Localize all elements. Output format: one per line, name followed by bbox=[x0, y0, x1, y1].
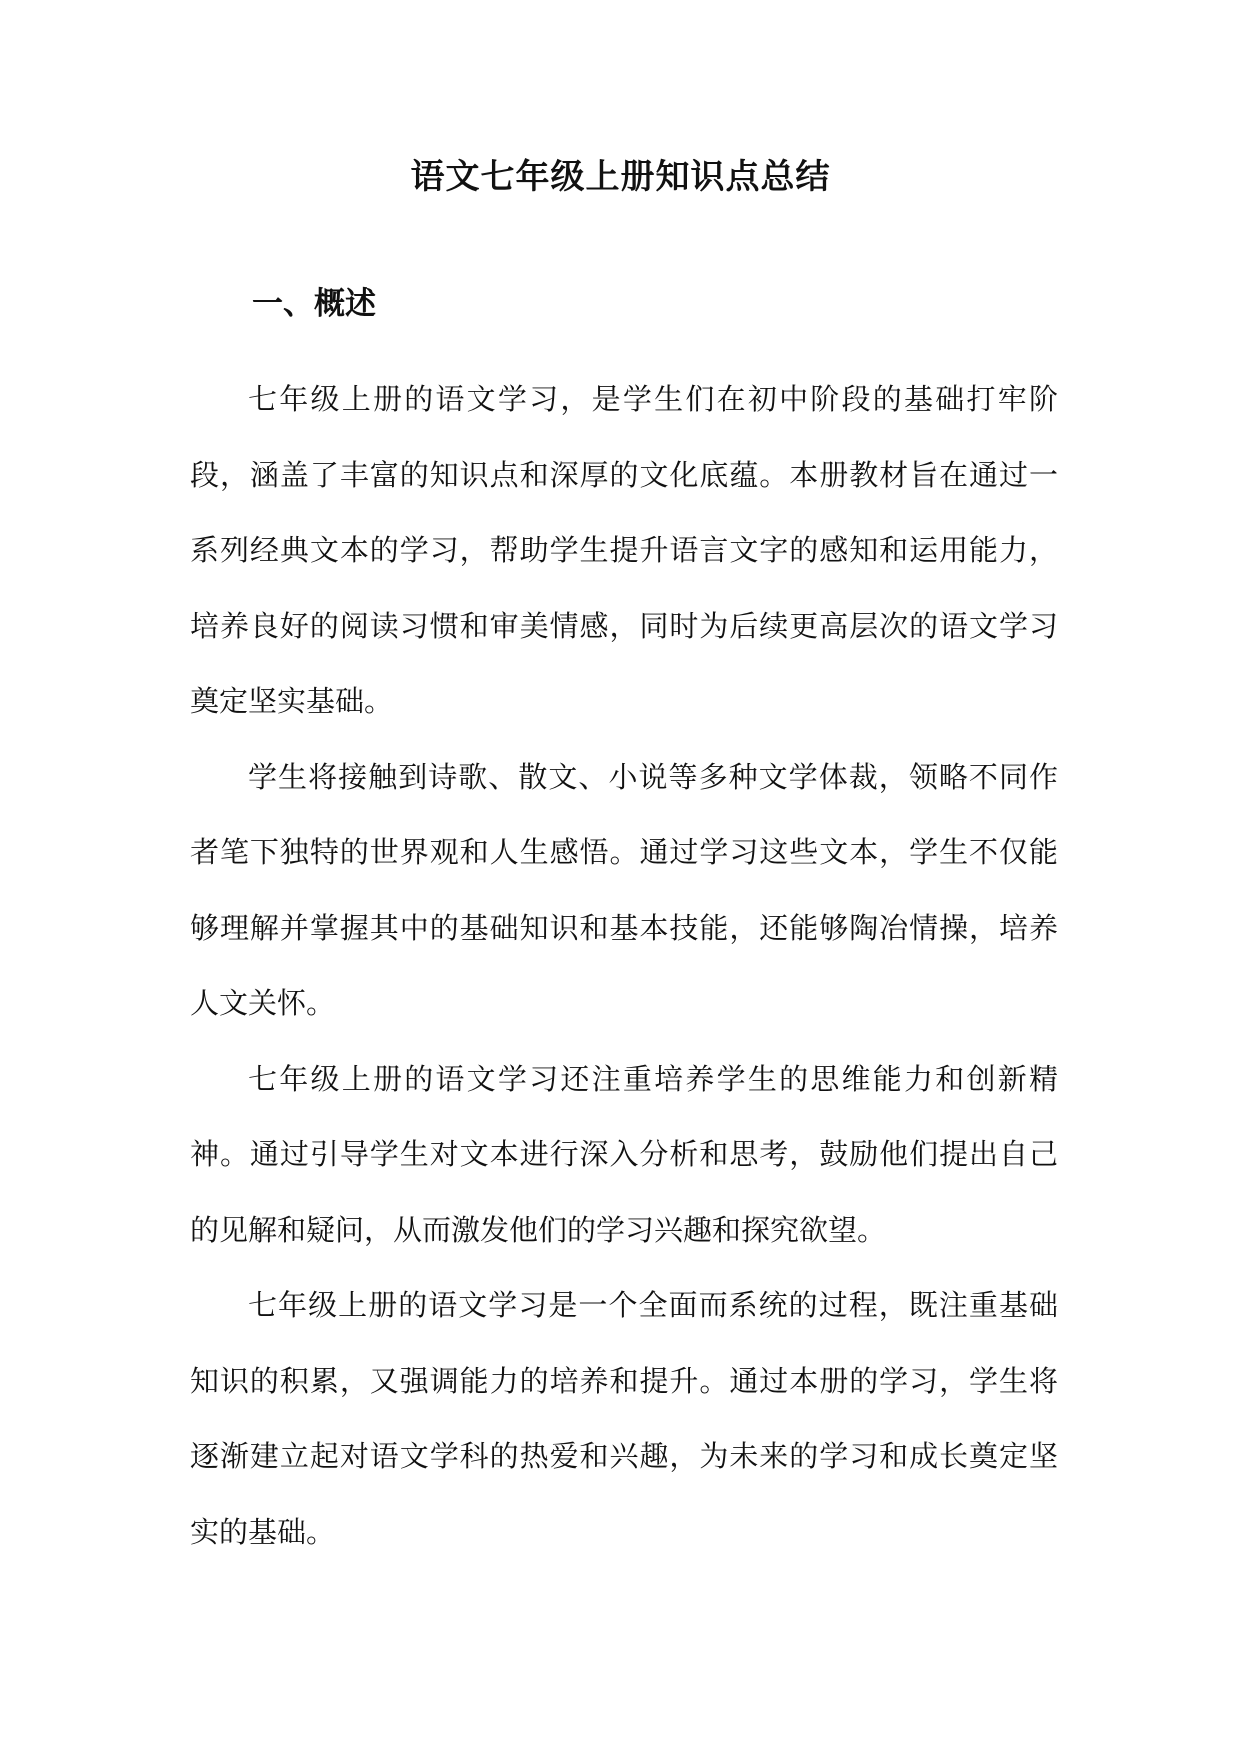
paragraph: 七年级上册的语文学习，是学生们在初中阶段的基础打牢阶段，涵盖了丰富的知识点和深厚的文化底蕴。本册教材旨在通过一系列经典文本的学习，帮助学生提升语言文字的感知和运用能力，培养良好的阅读习惯和审美情感，同时为后续更高层次的语文学习奠定坚实基础。 bbox=[190, 382, 1058, 718]
section-heading: 一、概述 bbox=[252, 286, 376, 322]
section-body bbox=[190, 362, 1058, 1570]
document-title: 语文七年级上册知识点总结 bbox=[410, 157, 831, 197]
paragraph: 学生将接触到诗歌、散文、小说等多种文学体裁，领略不同作者笔下独特的世界观和人生感悟。通过学习这些文本，学生不仅能够理解并掌握其中的基础知识和基本技能，还能够陶冶情操，培养人文关怀。 bbox=[190, 759, 1058, 1020]
paragraph: 七年级上册的语文学习还注重培养学生的思维能力和创新精神。通过引导学生对文本进行深入分析和思考，鼓励他们提出自己的见解和疑问，从而激发他们的学习兴趣和探究欲望。 bbox=[190, 1061, 1058, 1247]
paragraph: 七年级上册的语文学习是一个全面而系统的过程，既注重基础知识的积累，又强调能力的培养和提升。通过本册的学习，学生将逐渐建立起对语文学科的热爱和兴趣，为未来的学习和成长奠定坚实的基础。 bbox=[190, 1288, 1058, 1549]
